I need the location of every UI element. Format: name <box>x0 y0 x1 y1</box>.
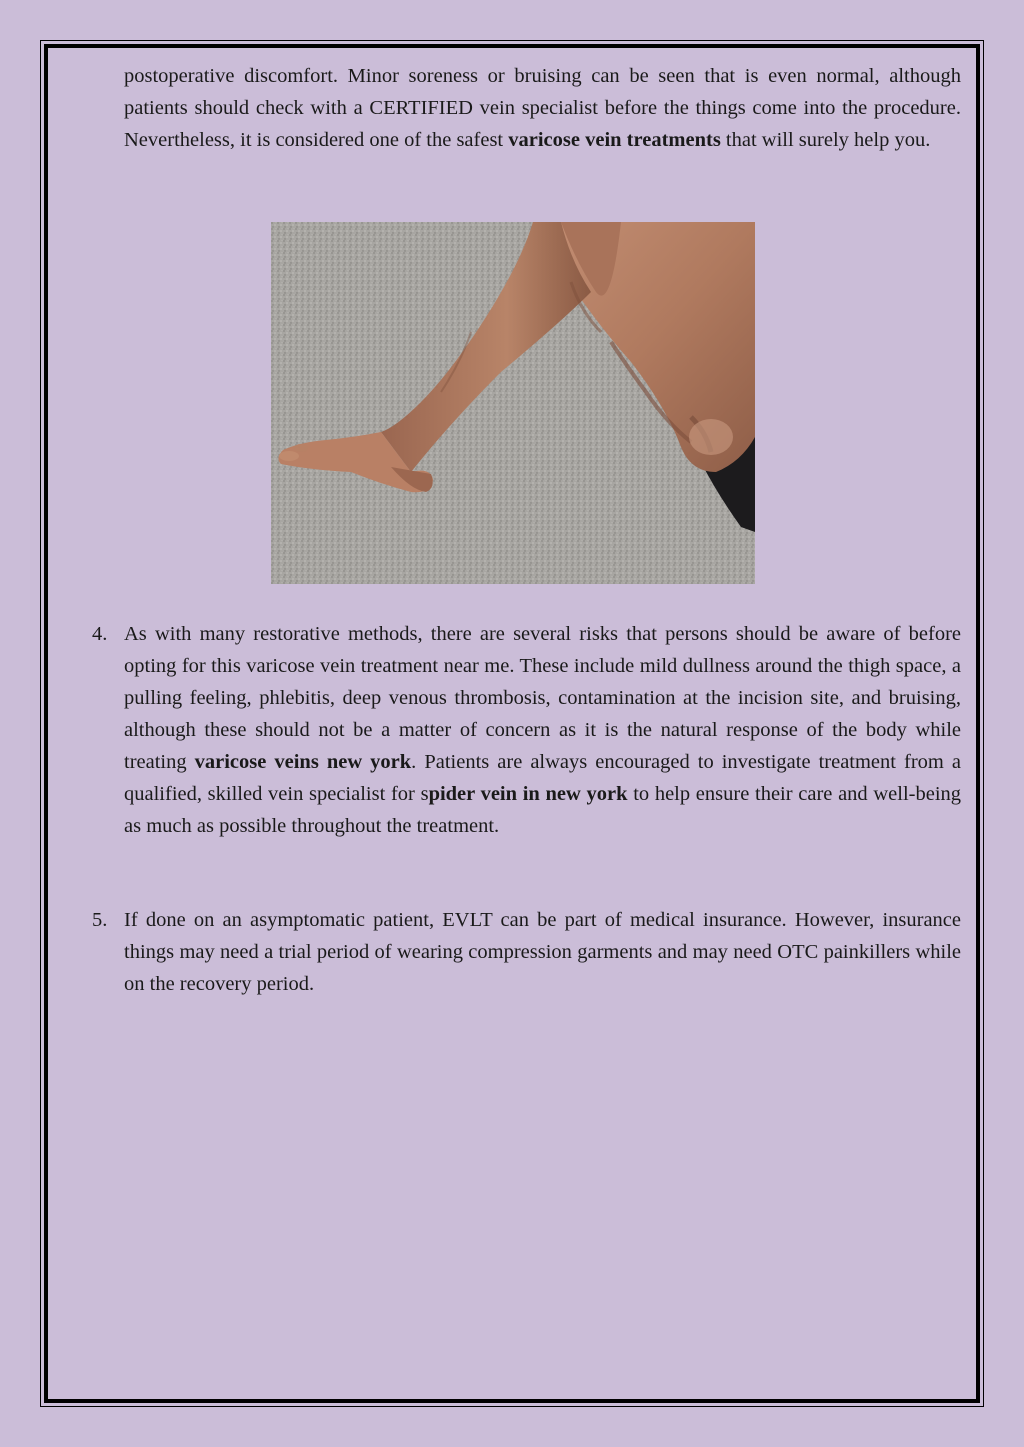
list-number-5: 5. <box>92 909 108 931</box>
list-number-4: 4. <box>92 623 108 645</box>
list-item-5 <box>124 904 961 1000</box>
item-4-text-2: . Patients are always encouraged to investigate treatment from a qualified, skilled vein specialist for s <box>124 751 961 805</box>
item-4-bold-varicose-veins: varicose veins new york <box>194 751 412 773</box>
continuation-bold-link: varicose vein treatments <box>508 129 721 151</box>
continuation-text: postoperative discomfort. Minor soreness or bruising can be seen that is even normal, although patients should check with a CERTIFIED vein specialist before the things come into the procedure. Nevertheless, it is considered one of the safest <box>124 65 961 151</box>
item-5-text: If done on an asymptomatic patient, EVLT can be part of medical insurance. However, insurance things may need a trial period of wearing compression garments and may need OTC painkillers while on the recovery period. <box>124 909 961 995</box>
leg-photo <box>271 222 755 584</box>
item-4-text-3: to help ensure their care and well-being as much as possible throughout the treatment. <box>124 783 962 837</box>
list-item-4 <box>124 618 961 842</box>
continuation-text-end: that will surely help you. <box>720 129 931 151</box>
item-4-text: As with many restorative methods, there are several risks that persons should be aware of before opting for this varicose vein treatment near me. These include mild dullness around the thigh space, a pulling feeling, phlebitis, deep venous thrombosis, contamination at the incision site, and bruising, although these should not be a matter of concern as it is the natural response of the body while treating <box>124 623 961 773</box>
continuation-paragraph <box>124 60 961 156</box>
item-4-bold-spider-vein: pider vein in new york <box>428 783 628 805</box>
